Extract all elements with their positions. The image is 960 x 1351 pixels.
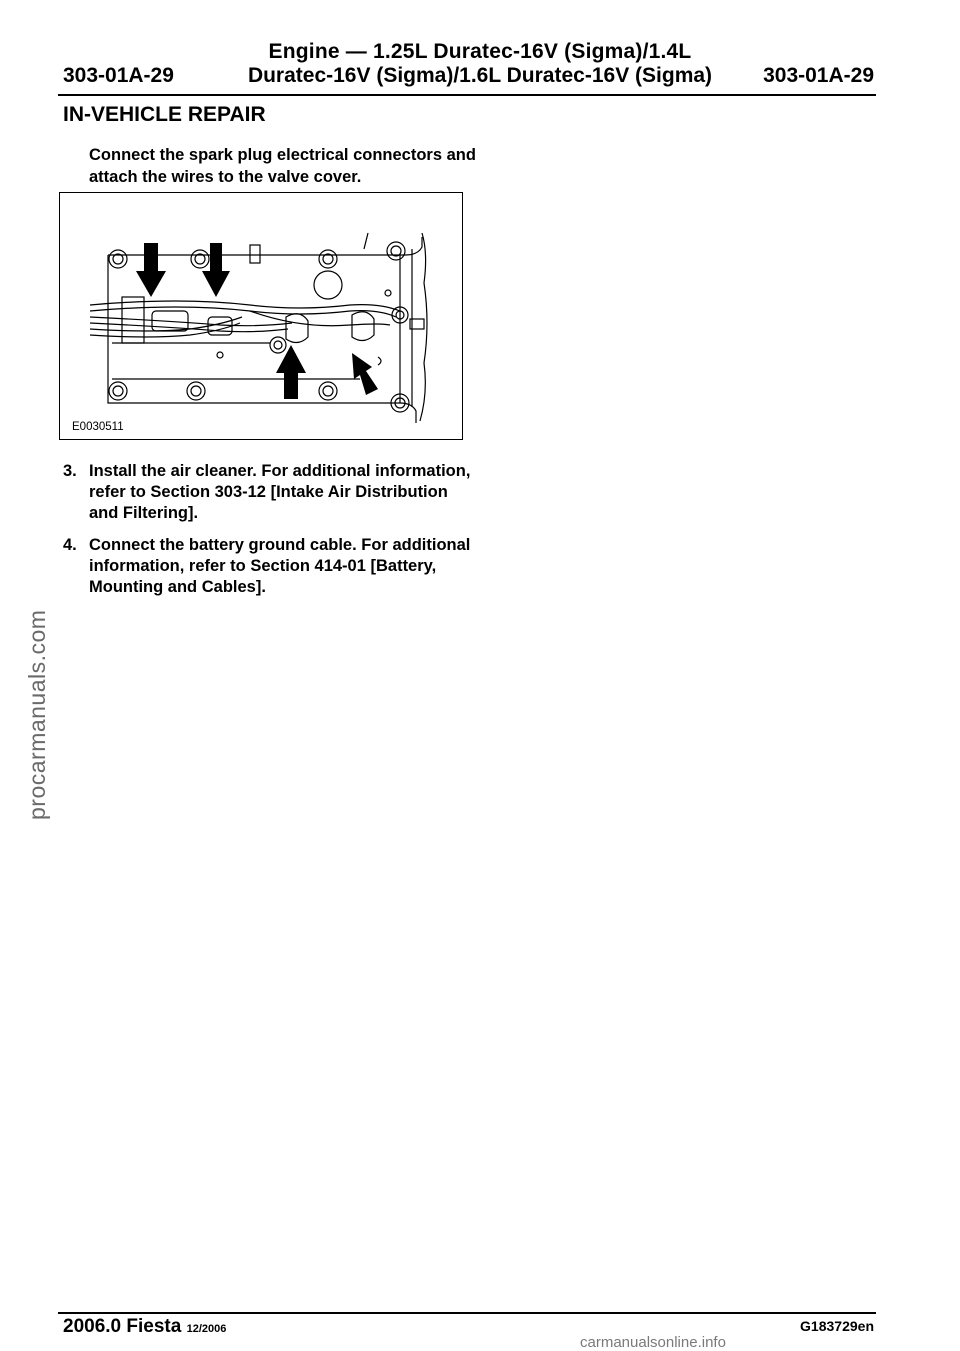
side-watermark: procarmanuals.com [24,609,50,820]
header-page-number-right: 303-01A-29 [763,64,874,87]
step-text: Connect the battery ground cable. For additional information, refer to Section 414-01 [Battery, Mounting and Cables]. [89,536,471,596]
header-title-line1: Engine — 1.25L Duratec-16V (Sigma)/1.4L [268,40,692,63]
bottom-watermark: carmanualsonline.info [580,1334,726,1351]
valve-cover-figure [59,192,463,440]
header-rule [58,94,876,96]
footer-rule [58,1312,876,1314]
footer-date: 12/2006 [186,1323,227,1335]
step-number: 3. [63,462,77,480]
valve-cover-illustration [60,193,464,441]
footer-code: G183729en [800,1318,874,1334]
header-page-number-left: 303-01A-29 [63,64,174,87]
section-heading: IN-VEHICLE REPAIR [63,103,266,126]
header-title-line2: Duratec-16V (Sigma)/1.6L Duratec-16V (Sigma) [247,64,713,87]
intro-instruction: Connect the spark plug electrical connectors and attach the wires to the valve cover. [89,146,476,186]
figure-id-label: E0030511 [72,421,124,433]
step-text: Install the air cleaner. For additional information, refer to Section 303-12 [Intake Air Distribution and Filtering]. [89,462,471,522]
step-number: 4. [63,536,77,554]
footer-model-name: 2006.0 Fiesta [63,1316,182,1337]
footer-model [63,1316,226,1338]
